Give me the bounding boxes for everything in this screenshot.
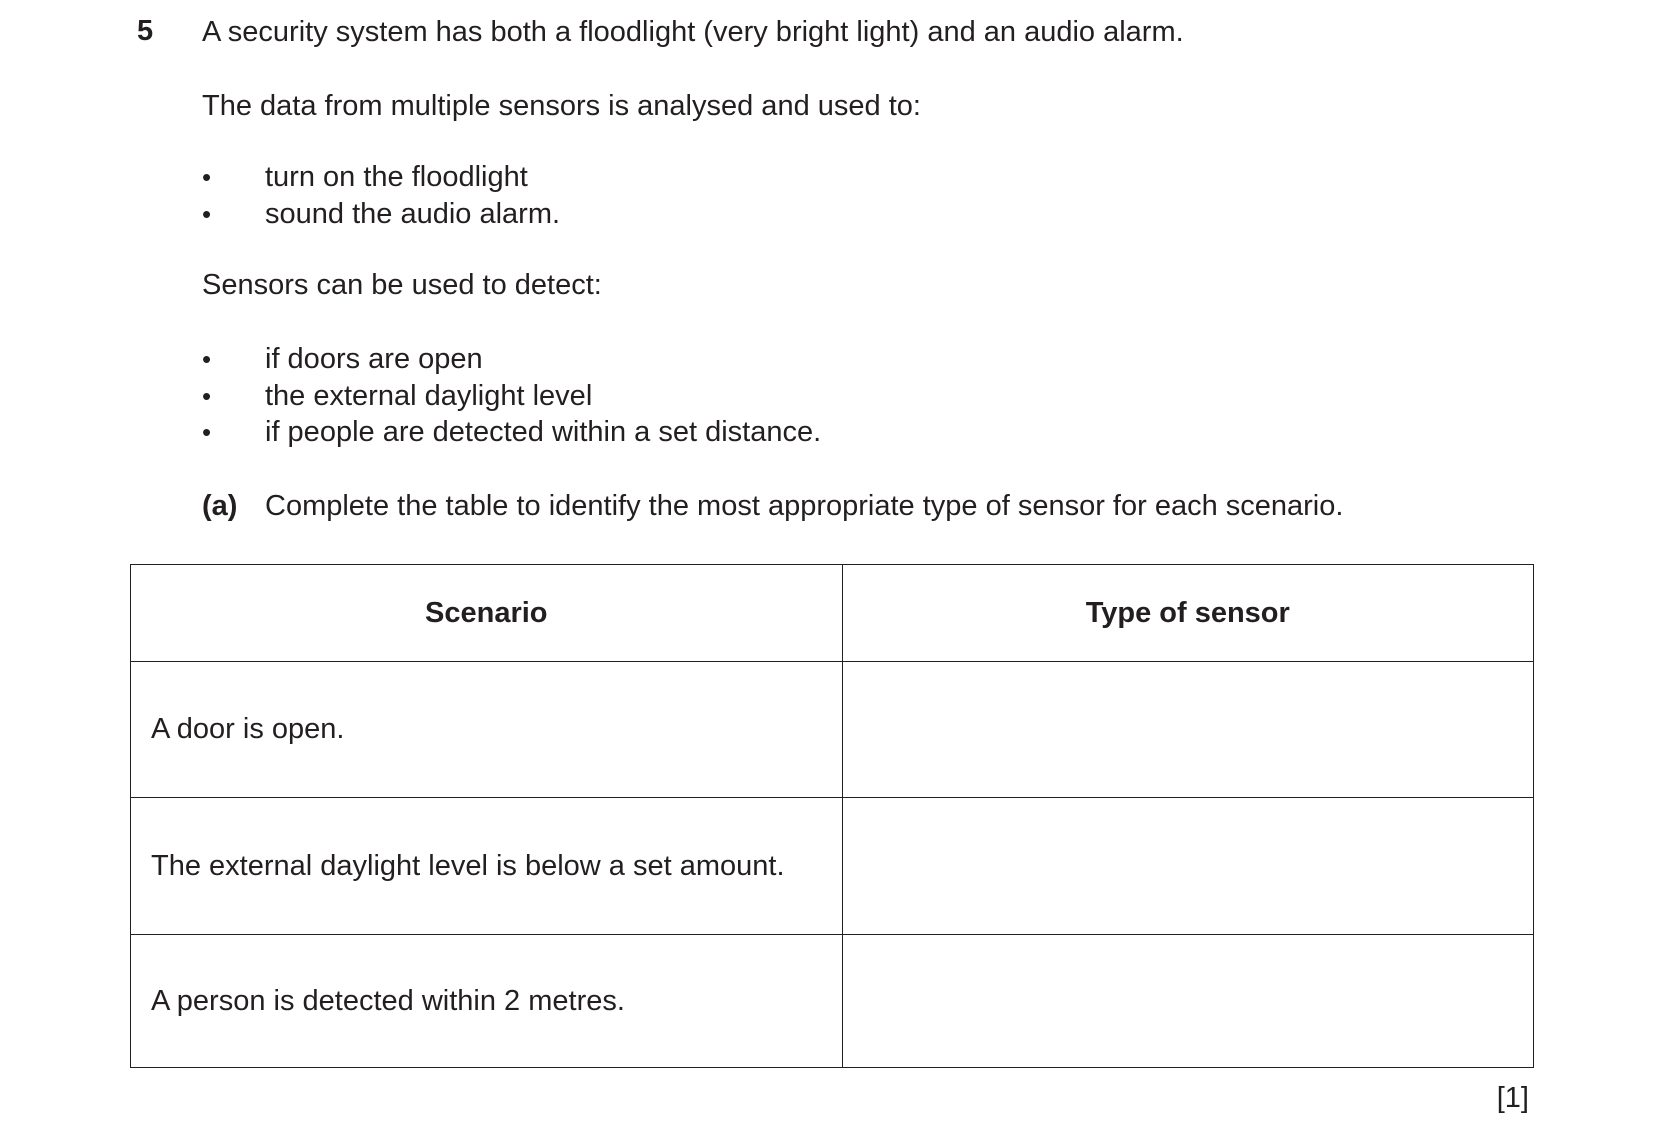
uses-list bbox=[202, 159, 560, 232]
part-a-label: (a) bbox=[202, 490, 238, 522]
scenario-cell: A door is open. bbox=[131, 662, 843, 798]
list-item-text: turn on the floodlight bbox=[265, 161, 528, 193]
bullet-icon: • bbox=[202, 162, 212, 192]
scenario-cell: The external daylight level is below a set amount. bbox=[131, 798, 843, 935]
list-item-text: the external daylight level bbox=[265, 379, 593, 412]
table-row bbox=[131, 935, 1534, 1068]
sensor-answer-cell[interactable] bbox=[842, 662, 1534, 798]
bullet-icon: • bbox=[202, 344, 212, 374]
list-item bbox=[202, 341, 821, 378]
question-intro: A security system has both a floodlight (very bright light) and an audio alarm. bbox=[202, 16, 1184, 48]
bullet-icon: • bbox=[202, 417, 212, 447]
sensors-text: Sensors can be used to detect: bbox=[202, 269, 602, 301]
sensor-answer-cell[interactable] bbox=[842, 935, 1534, 1068]
list-item bbox=[202, 196, 560, 233]
scenario-cell: A person is detected within 2 metres. bbox=[131, 935, 843, 1068]
list-item bbox=[202, 159, 560, 196]
marks-label: [1] bbox=[1496, 1082, 1529, 1114]
table-header-row bbox=[131, 565, 1534, 662]
bullet-icon: • bbox=[202, 198, 212, 229]
table-row bbox=[131, 662, 1534, 798]
table-row bbox=[131, 798, 1534, 935]
question-number: 5 bbox=[137, 15, 154, 47]
list-item bbox=[202, 378, 821, 415]
sensor-table bbox=[130, 564, 1534, 1068]
detects-list bbox=[202, 341, 821, 451]
sensor-answer-cell[interactable] bbox=[842, 798, 1534, 935]
analysis-text: The data from multiple sensors is analysed and used to: bbox=[202, 90, 921, 122]
header-type-of-sensor: Type of sensor bbox=[842, 565, 1534, 662]
list-item-text: if doors are open bbox=[265, 343, 483, 375]
list-item-text: if people are detected within a set distance. bbox=[265, 416, 822, 448]
part-a bbox=[202, 488, 1343, 524]
part-a-text: Complete the table to identify the most appropriate type of sensor for each scenario. bbox=[265, 490, 1344, 522]
header-scenario: Scenario bbox=[131, 565, 843, 662]
bullet-icon: • bbox=[202, 380, 212, 411]
list-item-text: sound the audio alarm. bbox=[265, 197, 561, 230]
list-item bbox=[202, 414, 821, 451]
